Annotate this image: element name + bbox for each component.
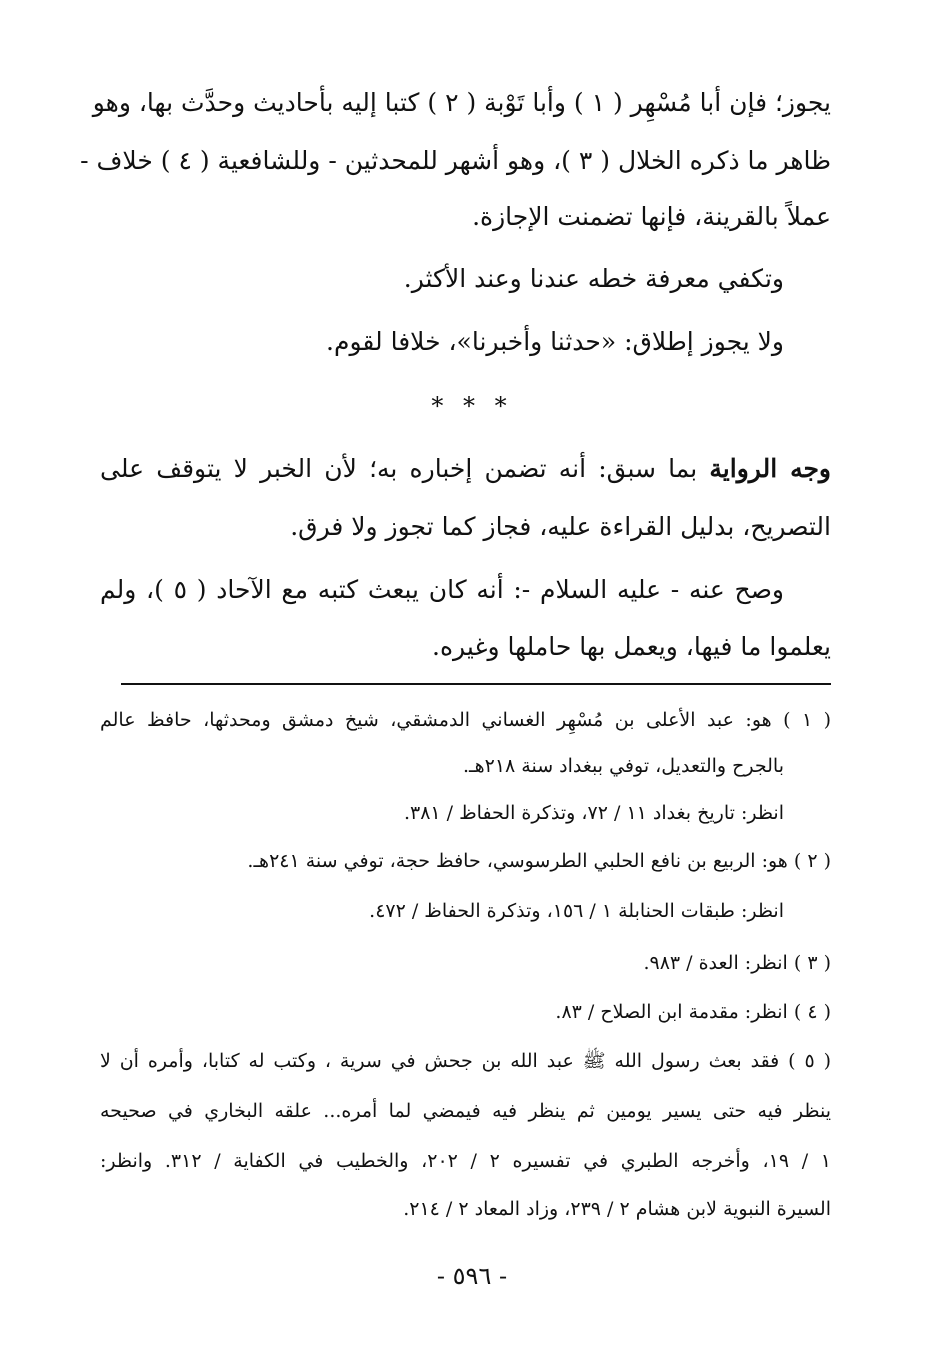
body-line: التصريح، بدليل القراءة عليه، فجاز كما تجوز ولا فرق. (290, 512, 831, 541)
footnote-line: ( ١ ) هو: عبد الأعلى بن مُسْهِر الغساني الدمشقي، شيخ دمشق ومحدثها، حافظ عالم (100, 709, 831, 731)
body-line: وتكفي معرفة خطه عندنا وعند الأكثر. (403, 264, 784, 293)
body-line: عملاً بالقرينة، فإنها تضمنت الإجازة. (472, 202, 831, 231)
footnote-line: انظر: طبقات الحنابلة ١ / ١٥٦، وتذكرة الحفاظ / ٤٧٢. (369, 900, 784, 922)
body-line: يجوز؛ فإن أبا مُسْهِر ( ١ ) وأبا تَوْبة ( ٢ ) كتبا إليه بأحاديث وحدَّث بها، وهو (92, 88, 831, 117)
section-heading: وجه الرواية (709, 454, 832, 483)
footnote-line: ينظر فيه حتى يسير يومين ثم ينظر فيه فيمضي لما أمره... علقه البخاري في صحيحه (100, 1100, 831, 1122)
footnote-line: ( ٣ ) انظر: العدة / ٩٨٣. (643, 952, 831, 974)
footnote-line: انظر: تاريخ بغداد ١١ / ٧٢، وتذكرة الحفاظ / ٣٨١. (403, 802, 784, 824)
footnote-line: ( ٥ ) فقد بعث رسول الله ﷺ عبد الله بن جحش في سرية ، وكتب له كتابا، وأمره أن لا (100, 1050, 832, 1072)
section-separator: * * * (431, 392, 513, 420)
page-number: - ٥٩٦ - (436, 1262, 508, 1290)
body-line (100, 452, 831, 486)
footnote-line: ( ٢ ) هو: الربيع بن نافع الحلبي الطرسوسي، حافظ حجة، توفي سنة ٢٤١هـ. (247, 850, 831, 872)
footnote-line: السيرة النبوية لابن هشام ٢ / ٢٣٩، وزاد المعاد ٢ / ٢١٤. (403, 1198, 831, 1220)
footnote-divider (121, 683, 831, 685)
body-line: ظاهر ما ذكره الخلال ( ٣ )، وهو أشهر للمحدثين - وللشافعية ( ٤ ) خلاف - (80, 146, 831, 175)
footnote-line: بالجرح والتعديل، توفي ببغداد سنة ٢١٨هـ. (462, 755, 784, 777)
footnote-line: ١ / ١٩، وأخرجه الطبري في تفسيره ٢ / ٢٠٢، والخطيب في الكفاية / ٣١٢. وانظر: (100, 1150, 832, 1172)
footnote-line: ( ٤ ) انظر: مقدمة ابن الصلاح / ٨٣. (555, 1001, 831, 1023)
body-line: يعلموا ما فيها، ويعمل بها حاملها وغيره. (432, 632, 831, 661)
body-line-text: بما سبق: أنه تضمن إخباره به؛ لأن الخبر لا يتوقف على (100, 454, 698, 483)
body-line: ولا يجوز إطلاق: «حدثنا وأخبرنا»، خلافا لقوم. (326, 327, 784, 356)
body-line: وصح عنه - عليه السلام -: أنه كان يبعث كتبه مع الآحاد ( ٥ )، ولم (100, 575, 784, 604)
